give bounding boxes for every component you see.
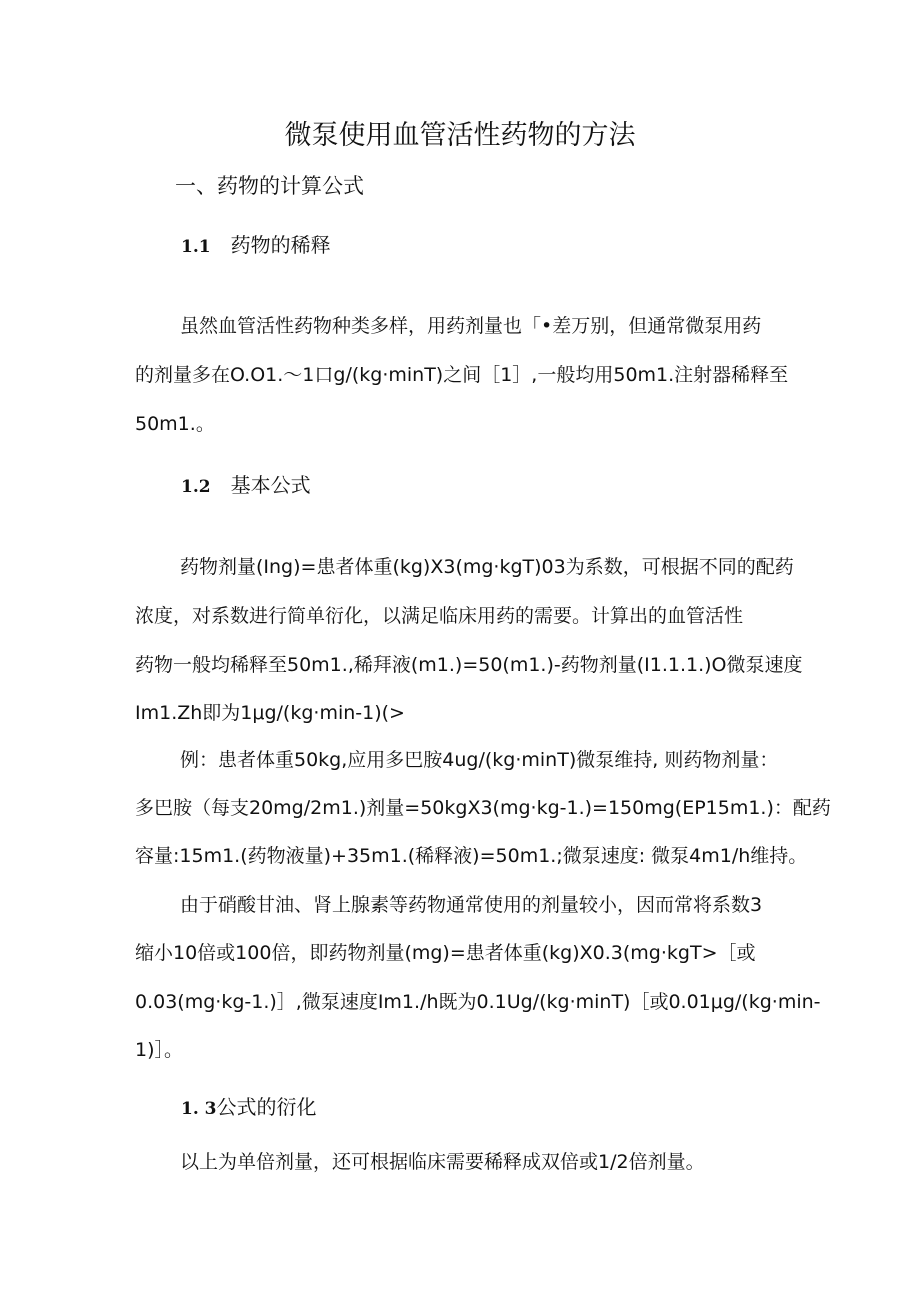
paragraph-line: 药物一般均稀释至50m1.,稀拜液(m1.)=50(m1.)-药物剂量(I1.1.1.)O微泵速度 — [135, 654, 803, 676]
subsection-number: 1. 3 — [181, 1099, 217, 1119]
paragraph-line: 浓度，对系数进行简单衍化，以满足临床用药的需要。计算出的血管活性 — [135, 605, 744, 627]
paragraph-line: 由于硝酸甘油、肾上腺素等药物通常使用的剂量较小，因而常将系数3 — [180, 894, 763, 916]
paragraph-line: 例：患者体重50kg,应用多巴胺4ug∕(kg·minT)微泵维持, 则药物剂量： — [180, 749, 779, 771]
paragraph-line: 1)］。 — [135, 1039, 184, 1061]
paragraph-line: 0.03(mg·kg-1.)］,微泵速度Im1./h既为0.1Ug∕(kg·minT)［或0.01μg/(kg·min- — [135, 991, 821, 1013]
section-heading-1: 一、药物的计算公式 — [175, 174, 364, 198]
subsection-text: 药物的稀释 — [230, 233, 331, 257]
subsection-number: 1.1 — [181, 237, 211, 257]
paragraph-line: 的剂量多在O.O1.〜1口g∕(kg·minT)之间［1］,一般均用50m1.注射器稀释至 — [135, 364, 789, 386]
paragraph-line: 虽然血管活性药物种类多样，用药剂量也「•差万别，但通常微泵用药 — [180, 315, 762, 337]
paragraph-line: 容量:15m1.(药物液量)+35m1.(稀释液)=50m1.;微泵速度: 微泵4m1∕h维持。 — [135, 845, 808, 867]
subsection-heading-1-2 — [181, 470, 311, 502]
paragraph-line: 以上为单倍剂量，还可根据临床需要稀释成双倍或1/2倍剂量。 — [180, 1151, 705, 1173]
subsection-text: 基本公式 — [230, 473, 311, 497]
document-title: 微泵使用血管活性药物的方法 — [284, 120, 636, 151]
subsection-text: 公式的衍化 — [216, 1095, 317, 1119]
paragraph-line: 药物剂量(Ing)=患者体重(kg)X3(mg·kgT)03为系数，可根据不同的配药 — [180, 556, 794, 578]
paragraph-line: Im1.Zh即为1μg/(kg·min-1)(> — [135, 702, 405, 724]
subsection-heading-1-3 — [181, 1092, 317, 1124]
subsection-heading-1-1 — [181, 230, 331, 262]
paragraph-line: 多巴胺（每支20mg∕2m1.)剂量=50kgX3(mg·kg-1.)=150mg(EP15m1.)：配药 — [135, 797, 831, 819]
paragraph-line: 缩小10倍或100倍，即药物剂量(mg)=患者体重(kg)X0.3(mg·kgT>［或 — [135, 942, 756, 964]
paragraph-line: 50m1.。 — [135, 413, 215, 435]
subsection-number: 1.2 — [181, 477, 211, 497]
